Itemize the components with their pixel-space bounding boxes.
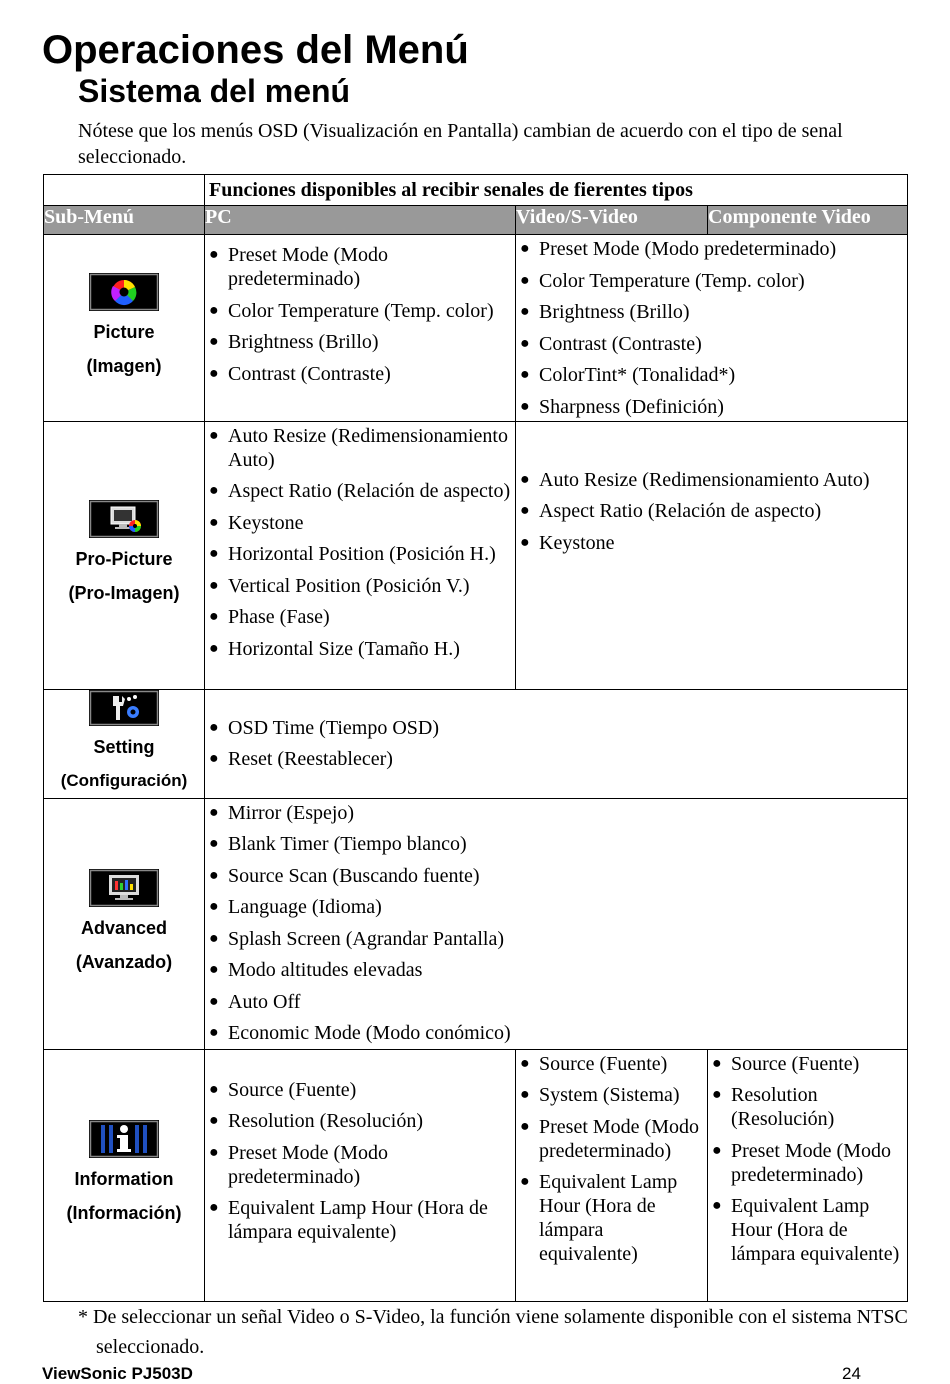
submenu-information-label-es: (Información) [66,1203,182,1223]
header-component: Componente Video [708,206,908,235]
submenu-information-label: Information [74,1169,174,1189]
page-number: 24 [842,1364,861,1383]
list-item: ● Resolution (Resolución) [209,1109,512,1133]
cell-propicture-video-component [516,421,908,689]
footnote: * De seleccionar un señal Video o S-Video, la función viene solamente disponible con el sistema NTSC seleccionado. [78,1306,908,1358]
submenu-advanced-label: Advanced [80,917,168,938]
list-item: ● Preset Mode (Modo predeterminado) [209,243,512,291]
list-item: ● Language (Idioma) [209,895,904,919]
list-item: ● Phase (Fase) [209,605,512,629]
list-item: ● Aspect Ratio (Relación de aspecto) [209,479,512,503]
list-item: ● Horizontal Position (Posición H.) [209,542,512,566]
list-item: ● Source (Fuente) [209,1078,512,1102]
advanced-monitor-icon [89,869,159,907]
section-title: Sistema del menú [78,73,351,109]
list-item: ● Auto Off [209,990,904,1014]
list-item: ● Keystone [209,511,512,535]
row-setting [44,689,908,798]
pro-picture-monitor-icon [89,500,159,538]
list-item: ● Source Scan (Buscando fuente) [209,864,904,888]
list-item: ● Equivalent Lamp Hour (Hora de lámpara equivalente) [520,1170,704,1266]
list-item: ● Auto Resize (Redimensionamiento Auto) [520,468,904,492]
table-caption: Funciones disponibles al recibir senales de fierentes tipos [205,175,908,206]
list-item: ● Modo altitudes elevadas [209,958,904,982]
list-item: ● Blank Timer (Tiempo blanco) [209,832,904,856]
cell-information-video [516,1049,708,1301]
cell-advanced-all [205,798,908,1049]
list-item: ● Resolution (Resolución) [712,1083,904,1131]
list-item: ● Source (Fuente) [712,1052,904,1076]
submenu-picture-label-es: (Imagen) [86,355,162,376]
submenu-setting [44,689,205,798]
submenu-picture-label: Picture [93,321,155,342]
list-item: ● Vertical Position (Posición V.) [209,574,512,598]
row-picture [44,235,908,422]
list-item: ● Preset Mode (Modo predeterminado) [520,1115,704,1163]
list-item: ● Mirror (Espejo) [209,801,904,825]
submenu-propicture-label: Pro-Picture [75,549,173,569]
list-item: ● System (Sistema) [520,1083,704,1107]
header-video: Video/S-Video [516,206,708,235]
information-i-icon [89,1120,159,1158]
header-pc: PC [205,206,516,235]
list-item: ● ColorTint* (Tonalidad*) [520,363,904,387]
list-item: ● Reset (Reestablecer) [209,747,904,771]
list-item: ● OSD Time (Tiempo OSD) [209,716,904,740]
list-item: ● Auto Resize (Redimensionamiento Auto) [209,424,512,472]
submenu-setting-label: Setting [93,736,155,757]
picture-color-wheel-icon [89,273,159,311]
submenu-information [44,1049,205,1301]
list-item: ● Equivalent Lamp Hour (Hora de lámpara equivalente) [209,1196,512,1244]
row-information [44,1049,908,1301]
row-advanced [44,798,908,1049]
cell-information-pc [205,1049,516,1301]
caption-empty-cell [44,175,205,206]
page-title: Operaciones del Menú [42,28,469,72]
list-item: ● Preset Mode (Modo predeterminado) [712,1139,904,1187]
list-item: ● Aspect Ratio (Relación de aspecto) [520,499,904,523]
list-item: ● Preset Mode (Modo predeterminado) [209,1141,512,1189]
list-item: ● Color Temperature (Temp. color) [209,299,512,323]
list-item: ● Economic Mode (Modo conómico) [209,1021,904,1045]
cell-picture-video-component [516,235,908,422]
cell-setting-all [205,689,908,798]
setting-tools-icon [89,690,159,726]
menu-system-table [43,174,908,1302]
cell-propicture-pc [205,421,516,689]
submenu-propicture [44,421,205,689]
submenu-advanced [44,798,205,1049]
list-item: ● Equivalent Lamp Hour (Hora de lámpara equivalente) [712,1194,904,1266]
list-item: ● Contrast (Contraste) [209,362,512,386]
intro-paragraph: Nótese que los menús OSD (Visualización en Pantalla) cambian de acuerdo con el tipo de senal seleccionado. [78,120,843,168]
list-item: ● Brightness (Brillo) [520,300,904,324]
header-row [44,206,908,235]
row-propicture [44,421,908,689]
list-item: ● Sharpness (Definición) [520,395,904,419]
list-item: ● Horizontal Size (Tamaño H.) [209,637,512,661]
list-item: ● Source (Fuente) [520,1052,704,1076]
cell-information-component [708,1049,908,1301]
list-item: ● Preset Mode (Modo predeterminado) [520,237,904,261]
list-item: ● Contrast (Contraste) [520,332,904,356]
cell-picture-pc [205,235,516,422]
footer-brand: ViewSonic PJ503D [42,1364,193,1383]
submenu-propicture-label-es: (Pro-Imagen) [68,583,180,603]
header-submenu: Sub-Menú [44,206,205,235]
submenu-advanced-label-es: (Avanzado) [75,951,173,972]
list-item: ● Brightness (Brillo) [209,330,512,354]
submenu-setting-label-es: (Configuración) [60,770,188,790]
caption-row [44,175,908,206]
submenu-picture [44,235,205,422]
list-item: ● Splash Screen (Agrandar Pantalla) [209,927,904,951]
list-item: ● Keystone [520,531,904,555]
list-item: ● Color Temperature (Temp. color) [520,269,904,293]
